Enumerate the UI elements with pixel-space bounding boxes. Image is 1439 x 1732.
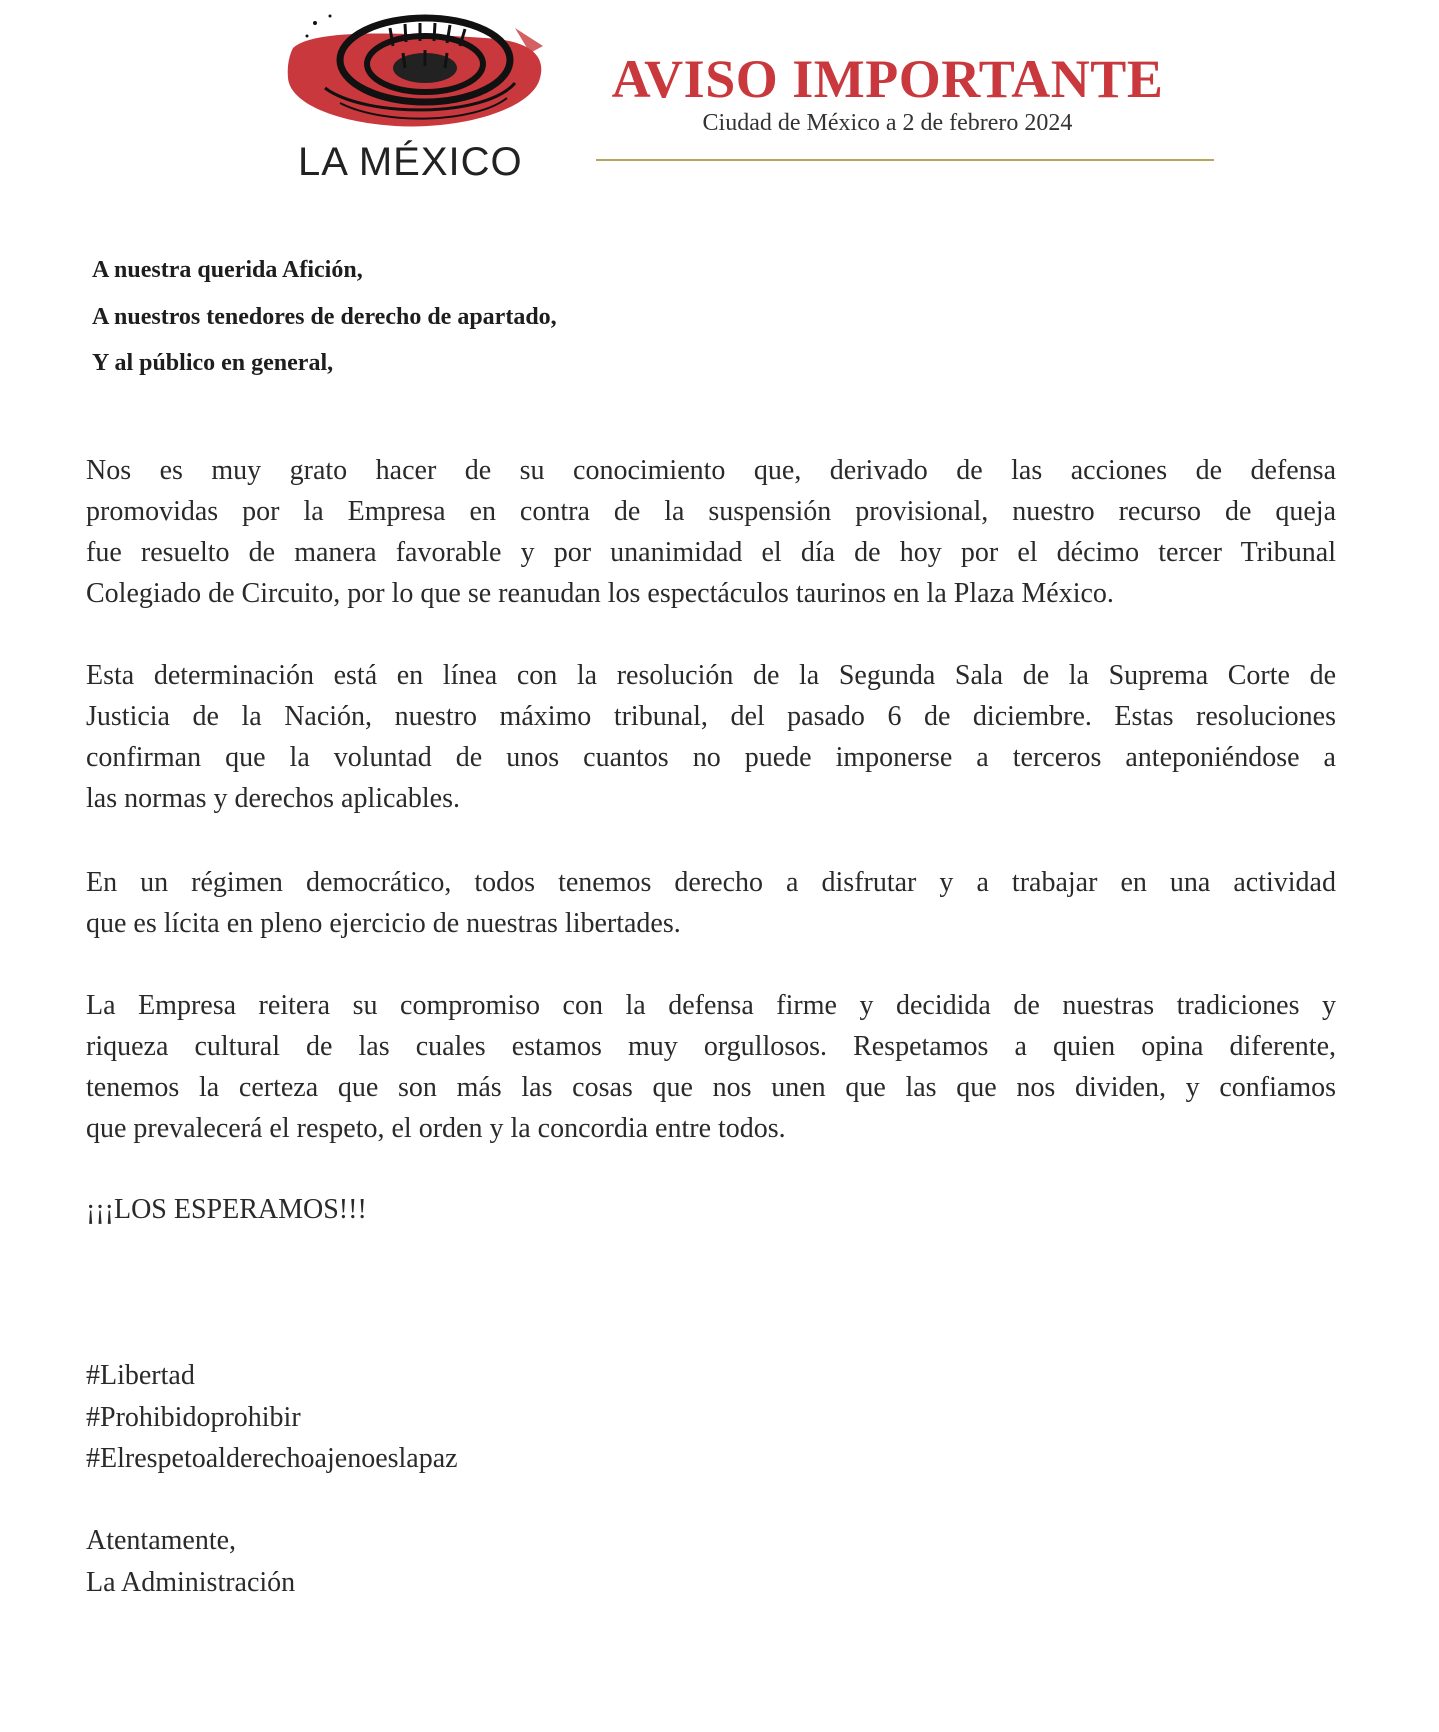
- paragraph-line: La Empresa reitera su compromiso con la defensa firme y decidida de nuestras tradiciones y: [86, 990, 1336, 1021]
- paragraph-2: [86, 655, 1336, 819]
- hashtag: #Libertad: [86, 1360, 195, 1391]
- salutation-line: Y al público en general,: [92, 350, 334, 376]
- paragraph-line: las normas y derechos aplicables.: [86, 783, 460, 814]
- paragraph-line: Esta determinación está en línea con la resolución de la Segunda Sala de la Suprema Corte de: [86, 660, 1336, 691]
- signoff-signature: La Administración: [86, 1566, 296, 1598]
- hashtag-list: [86, 1355, 458, 1480]
- paragraph-line: Justicia de la Nación, nuestro máximo tribunal, del pasado 6 de diciembre. Estas resoluciones: [86, 701, 1336, 732]
- paragraph-line: riqueza cultural de las cuales estamos muy orgullosos. Respetamos a quien opina diferente,: [86, 1031, 1336, 1062]
- paragraph-line: que prevalecerá el respeto, el orden y la concordia entre todos.: [86, 1113, 786, 1144]
- salutation-line: A nuestra querida Afición,: [92, 257, 363, 283]
- paragraph-1: [86, 450, 1336, 614]
- notice-date: Ciudad de México a 2 de febrero 2024: [702, 110, 1073, 136]
- paragraph-line: confirman que la voluntad de unos cuantos no puede imponerse a terceros anteponiéndose a: [86, 742, 1336, 773]
- header-divider: [596, 159, 1214, 161]
- paragraph-3: [86, 862, 1336, 944]
- paragraph-line: que es lícita en pleno ejercicio de nuestras libertades.: [86, 908, 681, 939]
- signoff-closing: Atentamente,: [86, 1525, 237, 1556]
- salutation-line: A nuestros tenedores de derecho de apartado,: [92, 304, 557, 330]
- paragraph-line: tenemos la certeza que son más las cosas que nos unen que las que nos dividen, y confiamos: [86, 1072, 1336, 1103]
- plaza-mexico-logo: [285, 8, 545, 133]
- paragraph-line: Nos es muy grato hacer de su conocimiento que, derivado de las acciones de defensa: [86, 455, 1336, 486]
- hashtag: #Prohibidoprohibir: [86, 1401, 301, 1433]
- hashtag: #Elrespetoalderechoajenoeslapaz: [86, 1443, 458, 1474]
- paragraph-line: Colegiado de Circuito, por lo que se reanudan los espectáculos taurinos en la Plaza México.: [86, 578, 1114, 609]
- paragraph-line: promovidas por la Empresa en contra de la suspensión provisional, nuestro recurso de queja: [86, 496, 1336, 527]
- closing-call: ¡¡¡LOS ESPERAMOS!!!: [86, 1194, 367, 1225]
- paragraph-4: [86, 985, 1336, 1149]
- notice-title: AVISO IMPORTANTE: [611, 49, 1164, 109]
- signoff: [86, 1520, 295, 1603]
- logo-wordmark: LA MÉXICO: [298, 140, 523, 184]
- paragraph-line: fue resuelto de manera favorable y por unanimidad el día de hoy por el décimo tercer Tribunal: [86, 537, 1336, 568]
- paragraph-line: En un régimen democrático, todos tenemos derecho a disfrutar y a trabajar en una actividad: [86, 867, 1336, 898]
